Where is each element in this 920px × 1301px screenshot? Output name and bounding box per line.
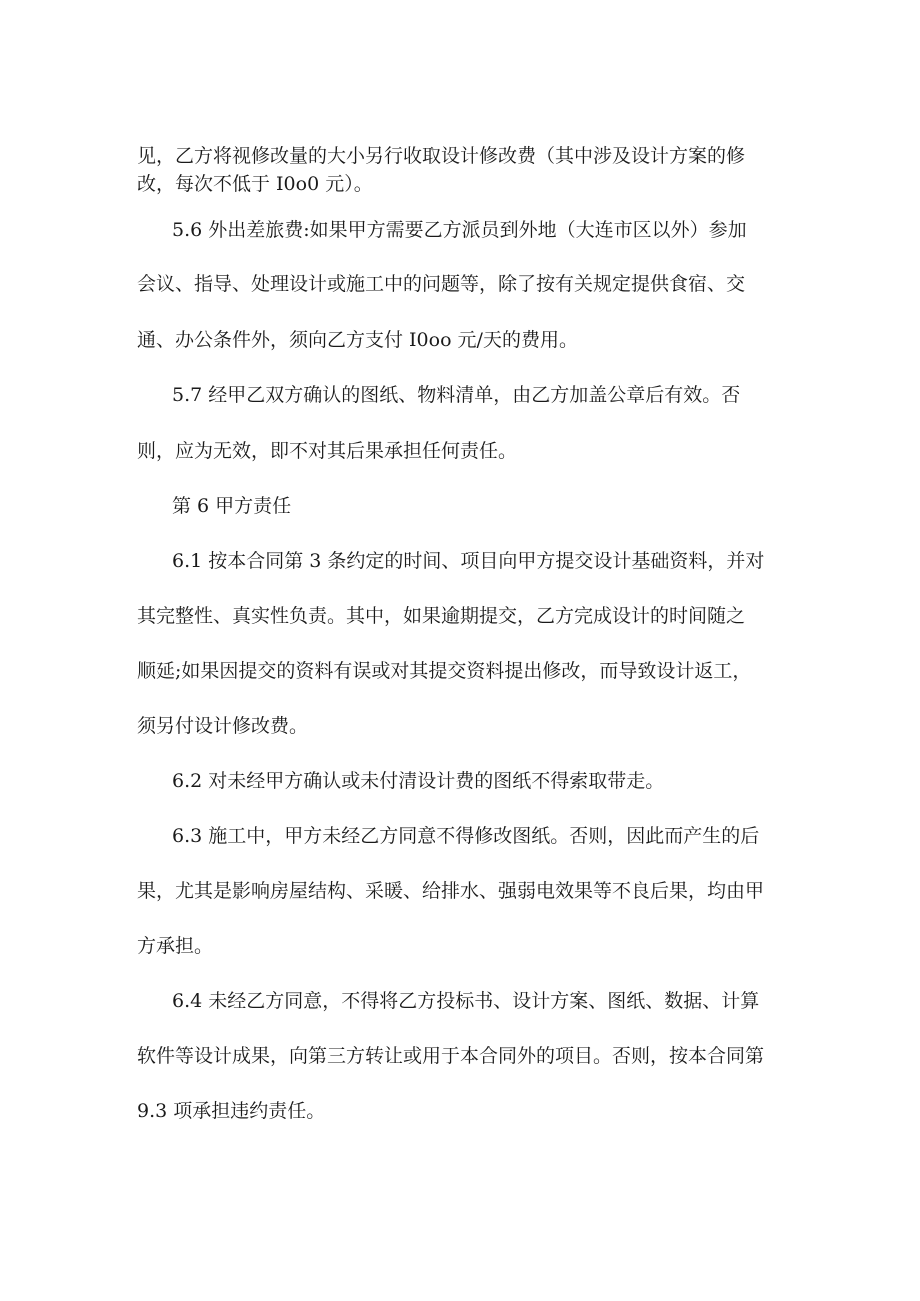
paragraph-line: 6.2 对未经甲方确认或未付清设计费的图纸不得索取带走。 [172,770,665,792]
paragraph-line: 方承担。 [137,935,214,957]
paragraph-line: 须另付设计修改费。 [137,715,309,737]
paragraph-line: 通、办公条件外，须向乙方支付 I0oo 元/天的费用。 [137,329,578,351]
paragraph-line: 顺延;如果因提交的资料有误或对其提交资料提出修改，而导致设计返工， [137,660,752,682]
paragraph-line: 6.3 施工中，甲方未经乙方同意不得修改图纸。否则，因此而产生的后 [172,825,760,847]
paragraph-line: 6.1 按本合同第 3 条约定的时间、项目向甲方提交设计基础资料，并对 [172,550,765,572]
paragraph-line: 5.6 外出差旅费:如果甲方需要乙方派员到外地（大连市区以外）参加 [172,219,747,241]
section-heading: 第 6 甲方责任 [172,495,292,517]
paragraph-line: 6.4 未经乙方同意，不得将乙方投标书、设计方案、图纸、数据、计算 [172,990,760,1012]
paragraph-line: 则，应为无效，即不对其后果承担任何责任。 [137,440,518,462]
paragraph-line: 会议、指导、处理设计或施工中的问题等，除了按有关规定提供食宿、交 [137,273,746,295]
paragraph-line: 5.7 经甲乙双方确认的图纸、物料清单，由乙方加盖公章后有效。否 [172,384,741,406]
paragraph-line: 改，每次不低于 I0o0 元）。 [137,173,373,195]
paragraph-line: 见，乙方将视修改量的大小另行收取设计修改费（其中涉及设计方案的修 [137,145,746,167]
paragraph-line: 其完整性、真实性负责。其中，如果逾期提交，乙方完成设计的时间随之 [137,605,746,627]
paragraph-line: 软件等设计成果，向第三方转让或用于本合同外的项目。否则，按本合同第 [137,1045,765,1067]
paragraph-line: 9.3 项承担违约责任。 [137,1100,326,1122]
paragraph-line: 果，尤其是影响房屋结构、采暖、给排水、强弱电效果等不良后果，均由甲 [137,880,765,902]
